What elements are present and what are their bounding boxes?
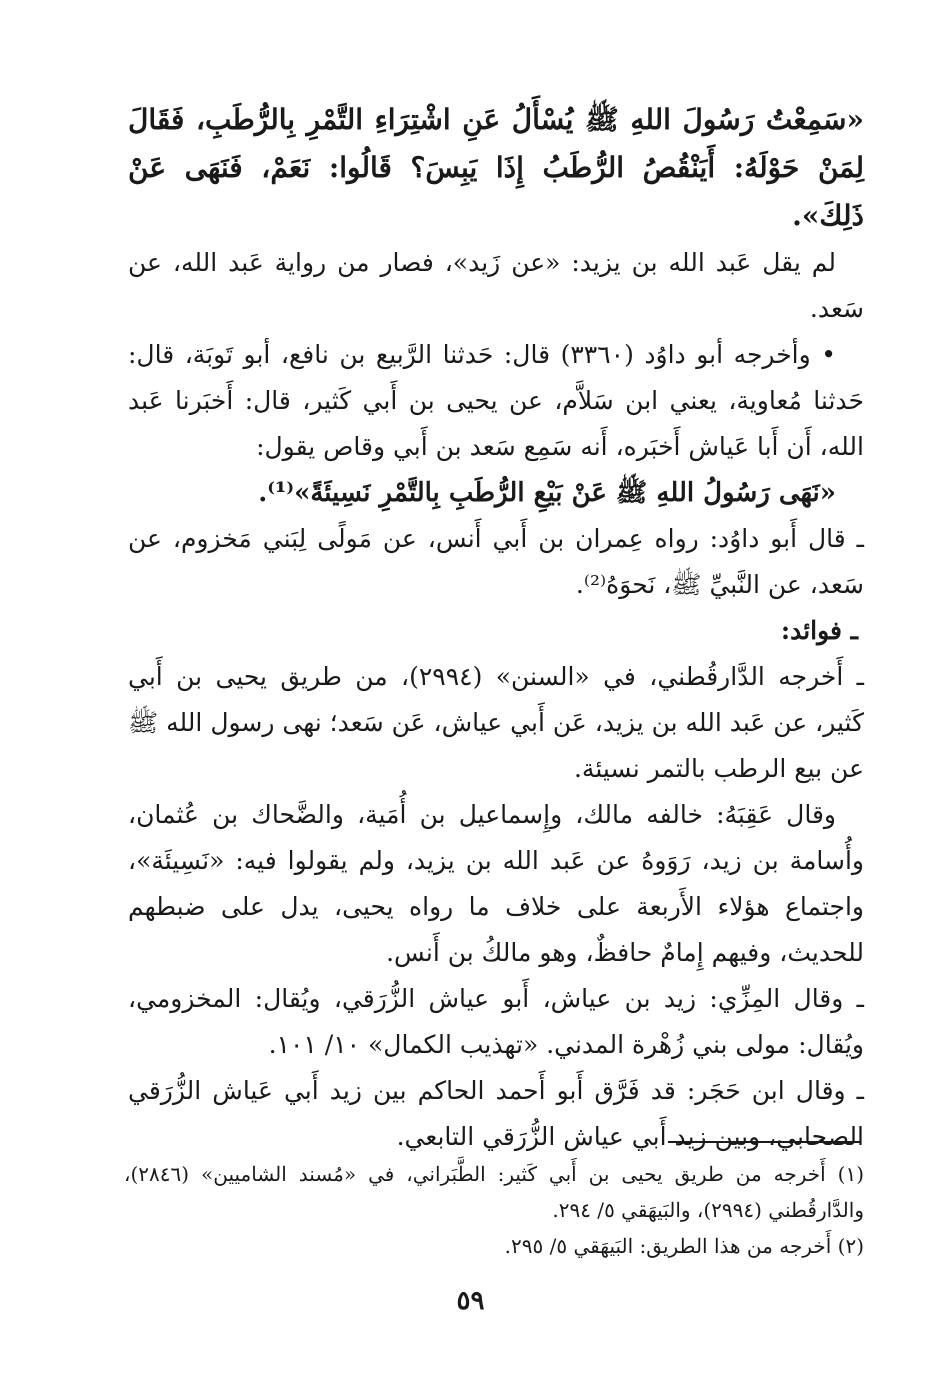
footnote: (٢) أَخرجه من هذا الطريق: البَيهَقي ٥/ ٢٩٥. [504, 1234, 864, 1258]
paragraph: • وأخرجه أبو داوُد (٣٣٦٠) قال: حَدثنا الرَّبيع بن نافع، أبو تَوبَة، قال: حَدثنا مُعاوية، يعني ابن سَلاَّم، عن يحيى بن أَبي كَثير، قال: أَخبَرنا عَبد الله، أَن أَبا عَياش أَخبَره، أَنه سَمِع سَعد بن أَبي وقاص يقول: [128, 340, 864, 461]
paragraph: ـ وقال المِزِّي: زيد بن عياش، أَبو عياش الزُّرَقي، ويُقال: المخزومي، ويُقال: مولى بني زُهْرة المدني. «تهذيب الكمال» ١٠/ ١٠١. [128, 984, 864, 1059]
footnote-divider [668, 1141, 860, 1143]
footnotes [124, 1156, 864, 1264]
paragraph: ـ قال أَبو داوُد: رواه عِمران بن أَبي أَنس، عن مَولًى لِبَني مَخزوم، عن سَعد، عن النَّبيِّ ﷺ، نَحوَهُ⁽²⁾. [128, 524, 864, 599]
paragraph: وقال عَقِبَهُ: خالفه مالك، وإِسماعيل بن أُمَية، والضَّحاك بن عُثمان، وأُسامة بن زيد، رَوَوهُ عن عَبد الله بن يزيد، ولم يقولوا فيه: «نَسِيئَة»، واجتماع هؤلاء الأَربعة على خلاف ما رواه يحيى، يدل على ضبطهم للحديث، وفيهم إِمامٌ حافظٌ، وهو مالكُ بن أَنس. [128, 800, 864, 967]
paragraph: لم يقل عَبد الله بن يزيد: «عن زَيد»، فصار من رواية عَبد الله، عن سَعد. [128, 248, 864, 323]
main-text [128, 96, 864, 1160]
page-number: ٥٩ [456, 1286, 485, 1316]
paragraph: ـ أَخرجه الدَّارقُطني، في «السنن» (٢٩٩٤)، من طريق يحيى بن أَبي كَثير، عن عَبد الله بن يزيد، عَن أَبي عياش، عَن سَعد؛ نهى رسول الله ﷺ عن بيع الرطب بالتمر نسيئة. [127, 662, 865, 783]
section-heading: ـ فوائد: [780, 616, 858, 645]
footnote: (١) أَخرجه من طريق يحيى بن أَبي كَثير: الطَّبَراني، في «مُسند الشاميين» (٢٨٤٦)، والدَّارقُطني (٢٩٩٤)، والبَيهَقي ٥/ ٢٩٤. [124, 1162, 864, 1222]
paragraph: ـ وقال ابن حَجَر: قد فَرَّق أَبو أَحمد الحاكم بين زيد أَبي عَياش الزُّرَقي الصحابي، وبين زيد أَبي عياش الزُّرَقي التابعي. [128, 1076, 864, 1151]
hadith-quote: «سَمِعْتُ رَسُولَ اللهِ ﷺ يُسْأَلُ عَنِ اشْتِرَاءِ التَّمْرِ بِالرُّطَبِ، فَقَالَ لِمَنْ حَوْلَهُ: أَيَنْقُصُ الرُّطَبُ إِذَا يَبِسَ؟ قَالُوا: نَعَمْ، فَنَهَى عَنْ ذَلِكَ». [128, 103, 864, 232]
hadith-quote: «نَهَى رَسُولُ اللهِ ﷺ عَنْ بَيْعِ الرُّطَبِ بِالتَّمْرِ نَسِيئَةً»⁽¹⁾. [258, 478, 836, 508]
